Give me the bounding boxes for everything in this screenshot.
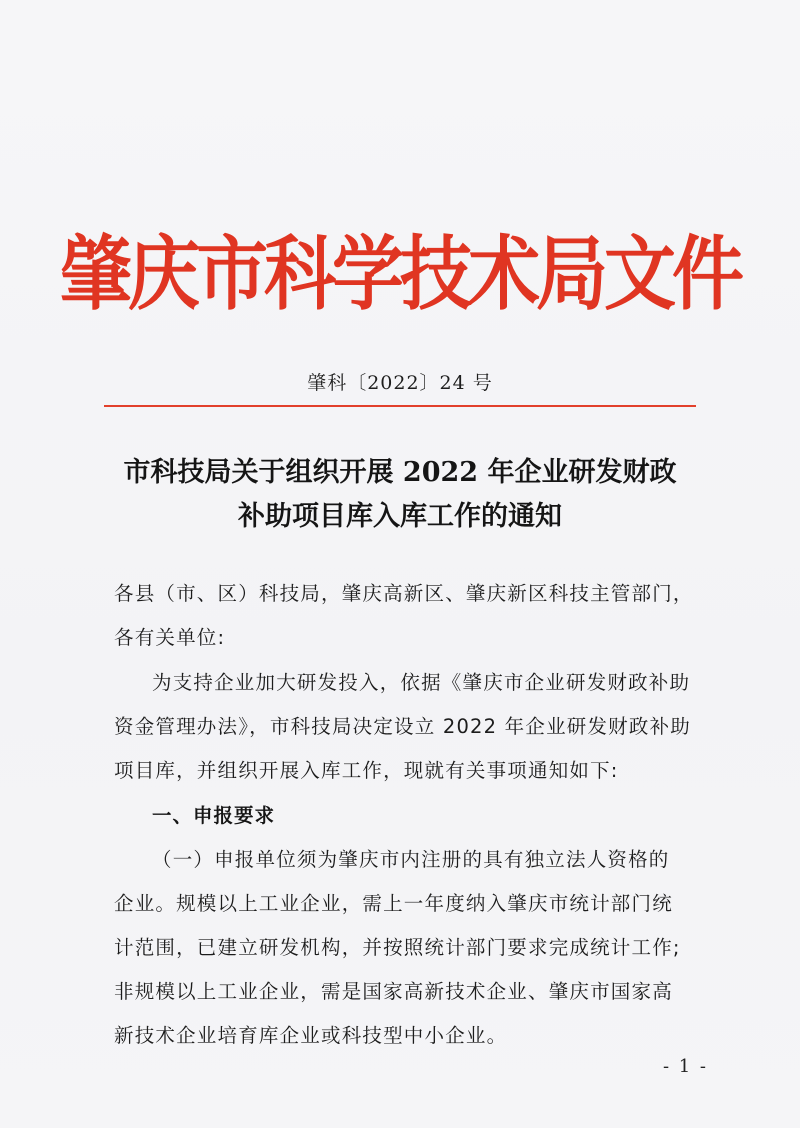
intro-line-1: 为支持企业加大研发投入，依据《肇庆市企业研发财政补助 <box>152 671 691 694</box>
masthead-title: 肇庆市科学技术局文件 <box>60 225 741 322</box>
salutation-line-2: 各有关单位: <box>114 626 226 649</box>
document-number: 肇科〔2022〕24 号 <box>307 372 493 394</box>
intro-line-3: 项目库，并组织开展入库工作，现就有关事项通知如下: <box>114 759 619 782</box>
requirement-1-line-3: 计范围，已建立研发机构，并按照统计部门要求完成统计工作; <box>114 936 681 959</box>
page-number: - 1 - <box>662 1056 708 1077</box>
section-heading-requirements: 一、申报要求 <box>152 804 276 827</box>
requirement-1-line-1: （一）申报单位须为肇庆市内注册的具有独立法人资格的 <box>152 848 670 871</box>
intro-line-2: 资金管理办法》，市科技局决定设立 2022 年企业研发财政补助 <box>114 715 691 738</box>
requirement-1-line-2: 企业。规模以上工业企业，需上一年度纳入肇庆市统计部门统 <box>114 892 673 915</box>
document-title-line-1: 市科技局关于组织开展 2022 年企业研发财政 <box>123 457 677 488</box>
requirement-1-line-4: 非规模以上工业企业，需是国家高新技术企业、肇庆市国家高 <box>114 980 673 1003</box>
red-divider-line <box>104 405 696 407</box>
document-title-line-2: 补助项目库入库工作的通知 <box>238 501 562 532</box>
salutation-line-1: 各县（市、区）科技局，肇庆高新区、肇庆新区科技主管部门， <box>114 582 694 605</box>
requirement-1-line-5: 新技术企业培育库企业或科技型中小企业。 <box>114 1024 508 1047</box>
